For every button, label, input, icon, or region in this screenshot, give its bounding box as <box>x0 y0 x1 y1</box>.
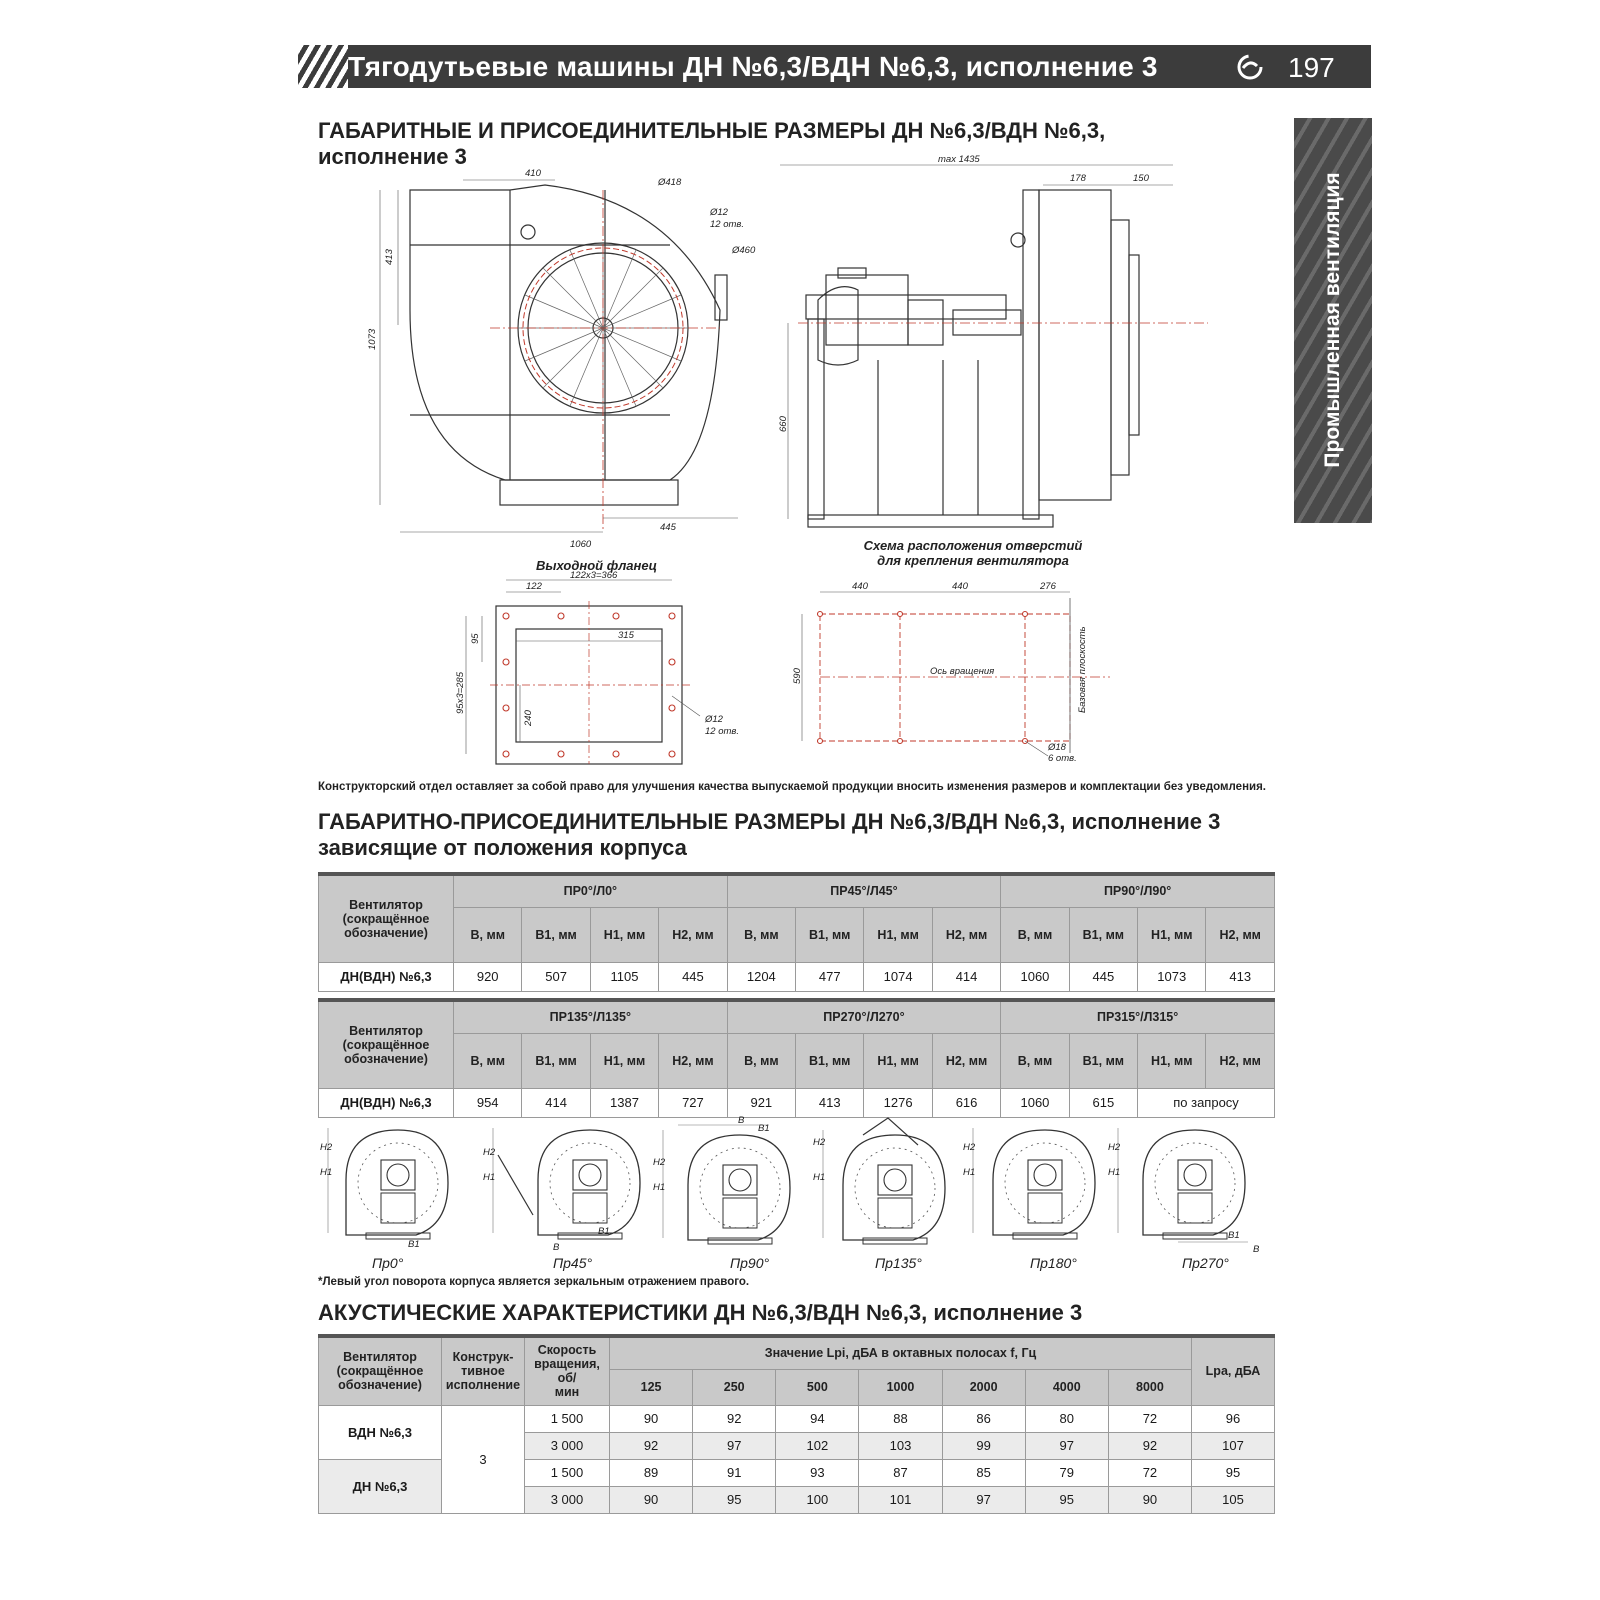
position-pr0-diagram <box>328 1128 448 1239</box>
table-cell: 100 <box>776 1486 859 1513</box>
dim-label-h1: Н1 <box>653 1182 666 1193</box>
band-col-header: 4000 <box>1025 1369 1108 1405</box>
table-cell: 727 <box>659 1088 727 1117</box>
table-cell: 101 <box>859 1486 942 1513</box>
table-cell: 94 <box>776 1405 859 1432</box>
table-cell: 1276 <box>864 1088 932 1117</box>
dim-label-b1: В1 <box>758 1123 770 1134</box>
lpa-cell: 105 <box>1192 1486 1275 1513</box>
table-cell: 92 <box>1108 1432 1191 1459</box>
section3-title: АКУСТИЧЕСКИЕ ХАРАКТЕРИСТИКИ ДН №6,3/ВДН №6,3, исполнение 3 <box>318 1300 1083 1325</box>
col-header: В, мм <box>454 907 522 962</box>
lpa-header: Lpa, дБА <box>1192 1336 1275 1405</box>
mount-axis-label: Ось вращения <box>930 666 995 677</box>
section2-title-line2: зависящие от положения корпуса <box>318 835 687 860</box>
page-number: 197 <box>1288 52 1335 83</box>
col-header: В1, мм <box>1069 1033 1137 1088</box>
band-col-header: 500 <box>776 1369 859 1405</box>
speed-cell: 1 500 <box>525 1459 610 1486</box>
col-header: В, мм <box>1001 907 1069 962</box>
mount-caption <box>858 538 1088 568</box>
mount-caption-line1: Схема расположения отверстий <box>863 538 1083 553</box>
table-cell: 97 <box>942 1486 1025 1513</box>
dim-d12: Ø12 <box>710 207 728 218</box>
fan-header <box>319 874 454 962</box>
lpa-cell: 96 <box>1192 1405 1275 1432</box>
mount-base-plane-label: Базовая плоскость <box>1077 626 1088 713</box>
position-label: Пр135° <box>875 1255 922 1271</box>
table-cell: 1387 <box>590 1088 658 1117</box>
speed-cell: 3 000 <box>525 1432 610 1459</box>
section-side-tab <box>1294 118 1372 523</box>
col-header: В1, мм <box>522 1033 590 1088</box>
fan-header-line: Вентилятор <box>349 897 423 912</box>
table-cell: 95 <box>1025 1486 1108 1513</box>
table-cell: 445 <box>659 962 727 991</box>
table-cell: 89 <box>610 1459 693 1486</box>
col-header: Н1, мм <box>590 907 658 962</box>
group-header: ПР0°/Л0° <box>454 874 728 907</box>
position-pr180-diagram <box>973 1128 1095 1239</box>
page-title: Тягодутьевые машины ДН №6,3/ВДН №6,3, исполнение 3 <box>348 51 1158 82</box>
group-header: ПР315°/Л315° <box>1001 1000 1275 1033</box>
dim-max-1435: max 1435 <box>938 154 980 165</box>
flange-dim-95: 95 <box>470 633 481 644</box>
group-label: ВДН №6,3 <box>319 1405 442 1459</box>
table-cell: 920 <box>454 962 522 991</box>
flange-dim-285: 95х3=285 <box>455 672 466 714</box>
col-header: Н2, мм <box>1206 907 1275 962</box>
fan-header-line: обозначение) <box>338 1378 422 1393</box>
position-label: Пр180° <box>1030 1255 1077 1271</box>
dim-label-b1: В1 <box>1228 1230 1240 1241</box>
group-header: ПР45°/Л45° <box>727 874 1001 907</box>
flange-dim-hole: Ø12 <box>705 714 723 725</box>
table-cell: 92 <box>610 1432 693 1459</box>
table-cell: 1074 <box>864 962 932 991</box>
col-header: Н1, мм <box>864 907 932 962</box>
dim-label-h1: Н1 <box>1108 1167 1121 1178</box>
speed-header-line: Скорость <box>537 1343 597 1358</box>
dim-label-b: В <box>1253 1244 1260 1255</box>
table-cell: 413 <box>796 1088 864 1117</box>
fan-header-line: Вентилятор <box>349 1023 423 1038</box>
dim-label-b: В <box>738 1115 745 1126</box>
position-label: Пр0° <box>372 1255 404 1271</box>
section2-title-line1: ГАБАРИТНО-ПРИСОЕДИНИТЕЛЬНЫЕ РАЗМЕРЫ ДН №6,3/ВДН №6,3, исполнение 3 <box>318 809 1221 834</box>
design-header <box>442 1336 525 1405</box>
dim-label-h2: Н2 <box>653 1157 666 1168</box>
fan-header <box>319 1000 454 1088</box>
dimension-table-1 <box>318 872 1275 992</box>
group-header: ПР135°/Л135° <box>454 1000 728 1033</box>
table-cell: 1073 <box>1138 962 1206 991</box>
position-label: Пр270° <box>1182 1255 1229 1271</box>
dim-410: 410 <box>525 168 541 179</box>
dim-1073: 1073 <box>367 328 378 350</box>
fan-header-line: (сокращённое <box>342 911 430 926</box>
table-cell: 954 <box>454 1088 522 1117</box>
table-cell: 99 <box>942 1432 1025 1459</box>
table-cell: 90 <box>1108 1486 1191 1513</box>
table-cell: 1060 <box>1001 962 1069 991</box>
table-cell: 414 <box>932 962 1000 991</box>
col-header: Н2, мм <box>659 1033 727 1088</box>
table-cell: 414 <box>522 1088 590 1117</box>
mount-dim-hole: Ø18 <box>1048 742 1066 753</box>
design-header-line: тивное <box>461 1364 505 1379</box>
col-header: Н2, мм <box>932 1033 1000 1088</box>
flange-drawing <box>455 570 770 766</box>
col-header: В, мм <box>727 907 795 962</box>
table-cell: 91 <box>693 1459 776 1486</box>
mirror-note: *Левый угол поворота корпуса является зеркальным отражением правого. <box>318 1276 750 1288</box>
flange-dim-240: 240 <box>523 710 534 726</box>
table-row <box>319 1405 1275 1432</box>
header-stripes <box>298 45 348 88</box>
table-cell: 477 <box>796 962 864 991</box>
table-cell: 72 <box>1108 1459 1191 1486</box>
table-row <box>319 962 1275 991</box>
fan-header-line: (сокращённое <box>336 1364 424 1379</box>
position-pr135-diagram <box>823 1118 945 1244</box>
dim-label-h2: Н2 <box>813 1137 826 1148</box>
table-cell: 87 <box>859 1459 942 1486</box>
side-tab-label: Промышленная вентиляция <box>1321 172 1344 468</box>
table-cell: 1105 <box>590 962 658 991</box>
speed-cell: 1 500 <box>525 1405 610 1432</box>
band-col-header: 250 <box>693 1369 776 1405</box>
dim-label-h1: Н1 <box>483 1172 496 1183</box>
table-cell: 95 <box>693 1486 776 1513</box>
band-header: Значение Lpi, дБА в октавных полосах f, Гц <box>610 1336 1192 1369</box>
housing-position-diagrams <box>318 1115 1278 1255</box>
dim-label-h2: Н2 <box>320 1142 333 1153</box>
flange-dim-315: 315 <box>618 630 634 641</box>
design-header-line: исполнение <box>445 1378 521 1393</box>
dim-445: 445 <box>660 522 676 533</box>
table-cell: 102 <box>776 1432 859 1459</box>
col-header: Н1, мм <box>1138 1033 1206 1088</box>
table-cell: 615 <box>1069 1088 1137 1117</box>
fan-header-line: обозначение) <box>344 925 428 940</box>
position-pr45-diagram <box>493 1128 640 1239</box>
section1-title-line1: ГАБАРИТНЫЕ И ПРИСОЕДИНИТЕЛЬНЫЕ РАЗМЕРЫ ДН №6,3/ВДН №6,3, <box>318 118 1106 143</box>
front-view-drawing <box>367 160 790 555</box>
dim-label-h2: Н2 <box>483 1147 496 1158</box>
flange-dim-holes: 12 отв. <box>705 726 740 737</box>
table-cell: 92 <box>693 1405 776 1432</box>
mount-dim-440b: 440 <box>952 581 968 592</box>
mount-dim-590: 590 <box>792 668 803 684</box>
design-cell: 3 <box>442 1405 525 1513</box>
design-disclaimer: Конструкторский отдел оставляет за собой право для улучшения качества выпускаемой продукции вносить изменения размеров и комплектации без уведомления. <box>318 781 1266 793</box>
company-swirl-logo-icon <box>1236 53 1264 81</box>
col-header: В, мм <box>454 1033 522 1088</box>
position-pr90-diagram <box>663 1125 790 1244</box>
side-view-drawing <box>778 154 1218 530</box>
lpa-cell: 107 <box>1192 1432 1275 1459</box>
dim-d460: Ø460 <box>732 245 756 256</box>
band-col-header: 1000 <box>859 1369 942 1405</box>
table-cell: 93 <box>776 1459 859 1486</box>
section2-title <box>318 809 1220 861</box>
dim-label-h2: Н2 <box>1108 1142 1121 1153</box>
table-cell: 86 <box>942 1405 1025 1432</box>
table-cell: 1060 <box>1001 1088 1069 1117</box>
dim-413: 413 <box>384 249 395 265</box>
table-cell: 90 <box>610 1405 693 1432</box>
col-header: Н2, мм <box>659 907 727 962</box>
dim-660: 660 <box>778 416 789 432</box>
on-request-cell: по запросу <box>1138 1088 1275 1117</box>
col-header: В1, мм <box>796 907 864 962</box>
mount-dim-276: 276 <box>1040 581 1056 592</box>
speed-cell: 3 000 <box>525 1486 610 1513</box>
fan-header <box>319 1336 442 1405</box>
table-row <box>319 1088 1275 1117</box>
row-label: ДН(ВДН) №6,3 <box>319 1088 454 1117</box>
mount-drawing <box>790 578 1110 763</box>
dim-label-b1: В1 <box>408 1239 420 1250</box>
group-header: ПР90°/Л90° <box>1001 874 1275 907</box>
row-label: ДН(ВДН) №6,3 <box>319 962 454 991</box>
dim-label-b: В <box>553 1242 560 1253</box>
dim-178: 178 <box>1070 173 1086 184</box>
table-cell: 616 <box>932 1088 1000 1117</box>
table-cell: 507 <box>522 962 590 991</box>
table-cell: 921 <box>727 1088 795 1117</box>
page-header <box>298 45 1371 88</box>
mount-dim-holes: 6 отв. <box>1048 753 1077 764</box>
col-header: Н1, мм <box>1138 907 1206 962</box>
dim-1060: 1060 <box>570 539 592 550</box>
group-header: ПР270°/Л270° <box>727 1000 1001 1033</box>
dim-label-h1: Н1 <box>813 1172 826 1183</box>
dim-label-h1: Н1 <box>963 1167 976 1178</box>
table-cell: 90 <box>610 1486 693 1513</box>
mount-caption-line2: для крепления вентилятора <box>877 553 1069 568</box>
band-col-header: 2000 <box>942 1369 1025 1405</box>
dim-150: 150 <box>1133 173 1149 184</box>
table-cell: 88 <box>859 1405 942 1432</box>
position-label: Пр45° <box>553 1255 593 1271</box>
group-label: ДН №6,3 <box>319 1459 442 1513</box>
table-cell: 85 <box>942 1459 1025 1486</box>
speed-header-line: мин <box>554 1385 580 1400</box>
table-cell: 97 <box>1025 1432 1108 1459</box>
position-pr270-diagram <box>1118 1128 1248 1242</box>
table-cell: 1204 <box>727 962 795 991</box>
position-label: Пр90° <box>730 1255 770 1271</box>
col-header: В1, мм <box>522 907 590 962</box>
design-header-line: Конструк- <box>452 1350 514 1365</box>
lpa-cell: 95 <box>1192 1459 1275 1486</box>
speed-header-line: вращения, об/ <box>534 1357 600 1386</box>
dim-label-b1: В1 <box>598 1226 610 1237</box>
table-cell: 413 <box>1206 962 1275 991</box>
table-cell: 80 <box>1025 1405 1108 1432</box>
fan-header-line: (сокращённое <box>342 1037 430 1052</box>
flange-dim-122: 122 <box>526 581 542 592</box>
col-header: В1, мм <box>1069 907 1137 962</box>
mount-dim-440a: 440 <box>852 581 868 592</box>
band-col-header: 8000 <box>1108 1369 1191 1405</box>
flange-caption: Выходной фланец <box>536 558 658 573</box>
col-header: Н2, мм <box>1206 1033 1275 1088</box>
col-header: В, мм <box>1001 1033 1069 1088</box>
col-header: Н1, мм <box>590 1033 658 1088</box>
table-cell: 72 <box>1108 1405 1191 1432</box>
dimension-table-2 <box>318 998 1275 1118</box>
fan-header-line: обозначение) <box>344 1051 428 1066</box>
col-header: Н2, мм <box>932 907 1000 962</box>
dim-label-h1: Н1 <box>320 1167 333 1178</box>
col-header: В1, мм <box>796 1033 864 1088</box>
col-header: Н1, мм <box>864 1033 932 1088</box>
flange-dim-366: 122х3=366 <box>570 570 618 581</box>
table-cell: 79 <box>1025 1459 1108 1486</box>
table-cell: 97 <box>693 1432 776 1459</box>
dim-d418: Ø418 <box>658 177 682 188</box>
table-cell: 103 <box>859 1432 942 1459</box>
acoustic-table <box>318 1334 1275 1514</box>
speed-header <box>525 1336 610 1405</box>
table-cell: 445 <box>1069 962 1137 991</box>
dim-label-h2: Н2 <box>963 1142 976 1153</box>
dim-12-holes: 12 отв. <box>710 219 745 230</box>
band-col-header: 125 <box>610 1369 693 1405</box>
col-header: В, мм <box>727 1033 795 1088</box>
section1-title-line2: исполнение 3 <box>318 144 467 169</box>
fan-header-line: Вентилятор <box>343 1350 417 1365</box>
